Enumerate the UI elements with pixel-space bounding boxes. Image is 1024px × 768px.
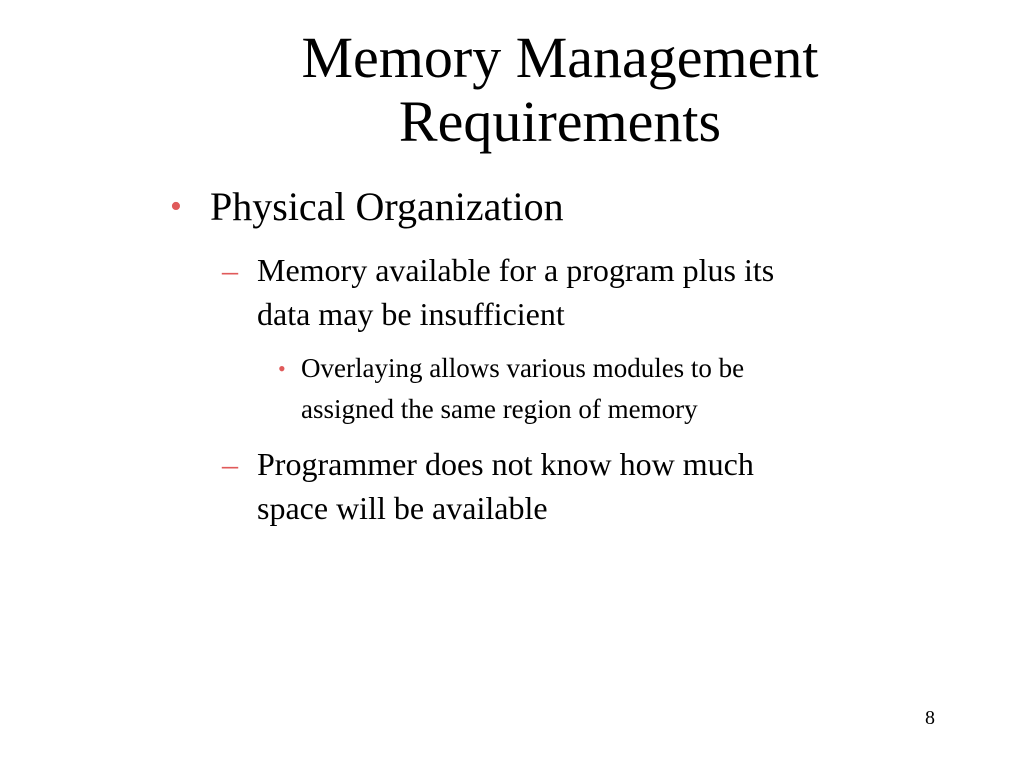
sub-bullet-text-line-1: Memory available for a program plus its [257, 252, 775, 288]
sub-sub-bullet-text [301, 348, 901, 430]
bullet-dot-icon: • [170, 188, 182, 225]
dash-icon: – [222, 446, 238, 482]
page-number: 8 [925, 707, 935, 729]
sub-sub-bullet-text-line-2: assigned the same region of memory [301, 394, 698, 424]
sub-bullet-text [257, 442, 917, 530]
slide-title-line-2: Requirements [398, 89, 722, 154]
slide-title-line-1: Memory Management [301, 25, 819, 90]
sub-bullet-text [257, 248, 917, 336]
sub-bullet-text-line-2: space will be available [257, 490, 548, 526]
sub-bullet-text-line-2: data may be insufficient [257, 296, 565, 332]
bullet-dot-icon: • [278, 356, 286, 381]
slide-title [190, 26, 930, 154]
sub-bullet-text-line-1: Programmer does not know how much [257, 446, 754, 482]
dash-icon: – [222, 252, 238, 288]
sub-sub-bullet-text-line-1: Overlaying allows various modules to be [301, 353, 745, 383]
bullet-text: Physical Organization [210, 184, 564, 229]
